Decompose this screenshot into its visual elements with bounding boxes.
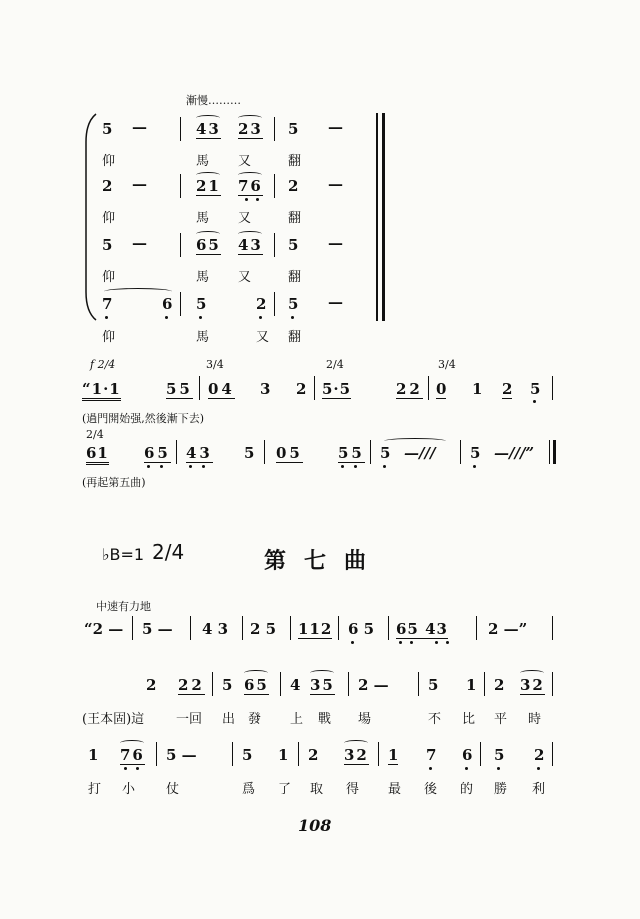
barline (552, 616, 553, 640)
barline (180, 174, 181, 198)
note: 55 (166, 380, 193, 398)
lyric: 翻 (288, 270, 302, 285)
barline (552, 672, 553, 696)
note: 5 — (166, 746, 197, 764)
note: 1 (472, 380, 483, 398)
slur (238, 115, 262, 121)
lyric: 後 (424, 782, 438, 797)
lyric: 爲 (242, 782, 256, 797)
note: 32 (520, 676, 545, 694)
page-title: 第七曲 (264, 549, 385, 574)
note: 43 (238, 236, 263, 254)
barline (314, 376, 315, 400)
lyric: 又 (238, 270, 252, 285)
note: 5 (380, 444, 391, 462)
barline (428, 376, 429, 400)
note: 2 (102, 177, 113, 195)
lyric: 發 (248, 712, 262, 727)
lyric: 翻 (288, 330, 302, 345)
barline (290, 616, 291, 640)
barline (264, 440, 265, 464)
tremolo: —/// (404, 444, 436, 462)
time-signature: 3/4 (438, 358, 456, 371)
lyric: 小 (122, 782, 136, 797)
lyric: 打 (88, 782, 102, 797)
lyric: 上 (290, 712, 304, 727)
note: 5 (288, 295, 299, 313)
low-octave-dot (399, 641, 402, 644)
low-octave-dot (410, 641, 413, 644)
expression-mark: 漸慢……… (186, 94, 241, 107)
note: 2 (308, 746, 319, 764)
barline (348, 672, 349, 696)
lyric: 出 (222, 712, 236, 727)
final-barline-thin (376, 113, 378, 321)
barline (242, 616, 243, 640)
low-octave-dot (465, 767, 468, 770)
barline (480, 742, 481, 766)
low-octave-dot (435, 641, 438, 644)
barline (274, 233, 275, 257)
note: 1 (278, 746, 289, 764)
note: 55 (338, 444, 365, 462)
dash: — (328, 118, 343, 136)
slur (196, 172, 220, 178)
performance-note: (過門開始强,然後漸下去) (82, 412, 205, 425)
slur (196, 231, 220, 237)
note: 5 (428, 676, 439, 694)
time-signature: 2/4 (86, 428, 104, 441)
note: 2 (534, 746, 545, 764)
note: 04 (208, 380, 235, 398)
barline (298, 742, 299, 766)
note: 5 (196, 295, 207, 313)
lyric: 馬 (196, 211, 210, 226)
note: 2 (288, 177, 299, 195)
tempo-marking: 中速有力地 (96, 600, 151, 613)
low-octave-dot (256, 198, 259, 201)
lyric: 勝 (494, 782, 508, 797)
lyric: 不 (428, 712, 442, 727)
key-signature: ♭B=1 (102, 545, 145, 564)
lyric: 利 (532, 782, 546, 797)
low-octave-dot (291, 316, 294, 319)
barline (552, 742, 553, 766)
lyric: 馬 (196, 270, 210, 285)
note: 0 (436, 380, 447, 398)
low-octave-dot (341, 465, 344, 468)
slur (310, 670, 334, 676)
low-octave-dot (136, 767, 139, 770)
barline (280, 672, 281, 696)
note: 5·5 (322, 380, 352, 398)
dash: — (132, 118, 147, 136)
dash: — (328, 293, 343, 311)
low-octave-dot (446, 641, 449, 644)
note: 65 (144, 444, 171, 462)
barline (460, 440, 461, 464)
note: 5 (244, 444, 255, 462)
barline (212, 672, 213, 696)
slur (238, 172, 262, 178)
note: 1 (388, 746, 399, 764)
note: 1 (88, 746, 99, 764)
note: 5 (288, 236, 299, 254)
note: 1 (466, 676, 477, 694)
lyric: 時 (528, 712, 542, 727)
lyric: 比 (462, 712, 476, 727)
low-octave-dot (497, 767, 500, 770)
barline (156, 742, 157, 766)
barline (484, 672, 485, 696)
note: 05 (276, 444, 303, 462)
barline (199, 376, 200, 400)
note: 6 5 (348, 620, 375, 638)
note: 5 (494, 746, 505, 764)
low-octave-dot (537, 767, 540, 770)
lyric: 了 (278, 782, 292, 797)
low-octave-dot (351, 641, 354, 644)
lyric: 一回 (176, 712, 203, 727)
lyric: 仰 (102, 330, 116, 345)
lyric: 仗 (166, 782, 180, 797)
barline (176, 440, 177, 464)
note: “1·1 (82, 380, 121, 401)
note: 5 (242, 746, 253, 764)
low-octave-dot (202, 465, 205, 468)
slur (196, 115, 220, 121)
time-signature: 3/4 (206, 358, 224, 371)
low-octave-dot (189, 465, 192, 468)
low-octave-dot (429, 767, 432, 770)
lyric: 取 (310, 782, 324, 797)
note: 7 (426, 746, 437, 764)
system-brace (84, 112, 98, 322)
note: 5 (288, 120, 299, 138)
lyric: 又 (238, 211, 252, 226)
barline (378, 742, 379, 766)
dash: — (328, 175, 343, 193)
lyric: 的 (460, 782, 474, 797)
barline (190, 616, 191, 640)
tie (104, 288, 172, 295)
barline (232, 742, 233, 766)
dash: — (132, 175, 147, 193)
low-octave-dot (199, 316, 202, 319)
page-number: 108 (298, 816, 332, 835)
lyric: 得 (346, 782, 360, 797)
low-octave-dot (473, 465, 476, 468)
note: 76 (238, 177, 263, 195)
final-barline-thick (553, 440, 556, 464)
note: 2 — (358, 676, 389, 694)
slur (120, 740, 144, 746)
barline (552, 376, 553, 400)
lyric: (王本固)這 (82, 712, 145, 727)
lyric: 馬 (196, 330, 210, 345)
lyric: 仰 (102, 211, 116, 226)
note: 2 5 (250, 620, 277, 638)
note: 65 43 (396, 620, 448, 638)
note: 61 (86, 444, 109, 465)
note: 76 (120, 746, 145, 764)
low-octave-dot (383, 465, 386, 468)
low-octave-dot (533, 400, 536, 403)
note: 43 (186, 444, 213, 462)
note: 2 —” (488, 620, 528, 638)
low-octave-dot (245, 198, 248, 201)
note: 22 (178, 676, 205, 694)
note: 5 (530, 380, 541, 398)
note: 2 (256, 295, 267, 313)
note: 5 (102, 236, 113, 254)
lyric: 翻 (288, 154, 302, 169)
tremolo: —///” (494, 444, 535, 462)
note: 35 (310, 676, 335, 694)
note: 7 (102, 295, 113, 313)
lyric: 又 (256, 330, 270, 345)
note: 2 (502, 380, 513, 398)
note: 5 (102, 120, 113, 138)
lyric: 場 (358, 712, 372, 727)
lyric: 平 (494, 712, 508, 727)
time-signature: f 2/4 (90, 358, 116, 371)
lyric: 又 (238, 154, 252, 169)
note: 65 (244, 676, 269, 694)
low-octave-dot (124, 767, 127, 770)
barline (274, 292, 275, 316)
lyric: 仰 (102, 154, 116, 169)
barline (418, 672, 419, 696)
note: 43 (196, 120, 221, 138)
low-octave-dot (160, 465, 163, 468)
barline (274, 174, 275, 198)
barline (132, 616, 133, 640)
slur (520, 670, 544, 676)
barline (180, 292, 181, 316)
note: 21 (196, 177, 221, 195)
note: 112 (298, 620, 333, 638)
time-signature: 2/4 (152, 540, 185, 564)
low-octave-dot (259, 316, 262, 319)
slur (238, 231, 262, 237)
lyric: 翻 (288, 211, 302, 226)
lyric: 最 (388, 782, 402, 797)
barline (338, 616, 339, 640)
note: 65 (196, 236, 221, 254)
note: 23 (238, 120, 263, 138)
note: 6 (462, 746, 473, 764)
barline (180, 233, 181, 257)
slur (344, 740, 368, 746)
low-octave-dot (105, 316, 108, 319)
lyric: 戰 (318, 712, 332, 727)
note: 32 (344, 746, 369, 764)
dash: — (328, 234, 343, 252)
barline (370, 440, 371, 464)
note: 4 3 (202, 620, 229, 638)
note: 5 — (142, 620, 173, 638)
final-barline-thin (549, 440, 550, 464)
note: 6 (162, 295, 173, 313)
dash: — (132, 234, 147, 252)
barline (274, 117, 275, 141)
note: 4 (290, 676, 301, 694)
note: 2 (146, 676, 157, 694)
time-signature: 2/4 (326, 358, 344, 371)
barline (476, 616, 477, 640)
note: 2 (494, 676, 505, 694)
note: 2 (296, 380, 307, 398)
barline (180, 117, 181, 141)
low-octave-dot (354, 465, 357, 468)
lyric: 馬 (196, 154, 210, 169)
low-octave-dot (147, 465, 150, 468)
performance-note: (再起第五曲) (82, 476, 146, 489)
note: 3 (260, 380, 271, 398)
slur (244, 670, 268, 676)
low-octave-dot (165, 316, 168, 319)
final-barline-thick (382, 113, 385, 321)
note: 5 (222, 676, 233, 694)
note: 22 (396, 380, 423, 398)
lyric: 仰 (102, 270, 116, 285)
barline (388, 616, 389, 640)
note: 5 (470, 444, 481, 462)
note: “2 — (84, 620, 124, 638)
